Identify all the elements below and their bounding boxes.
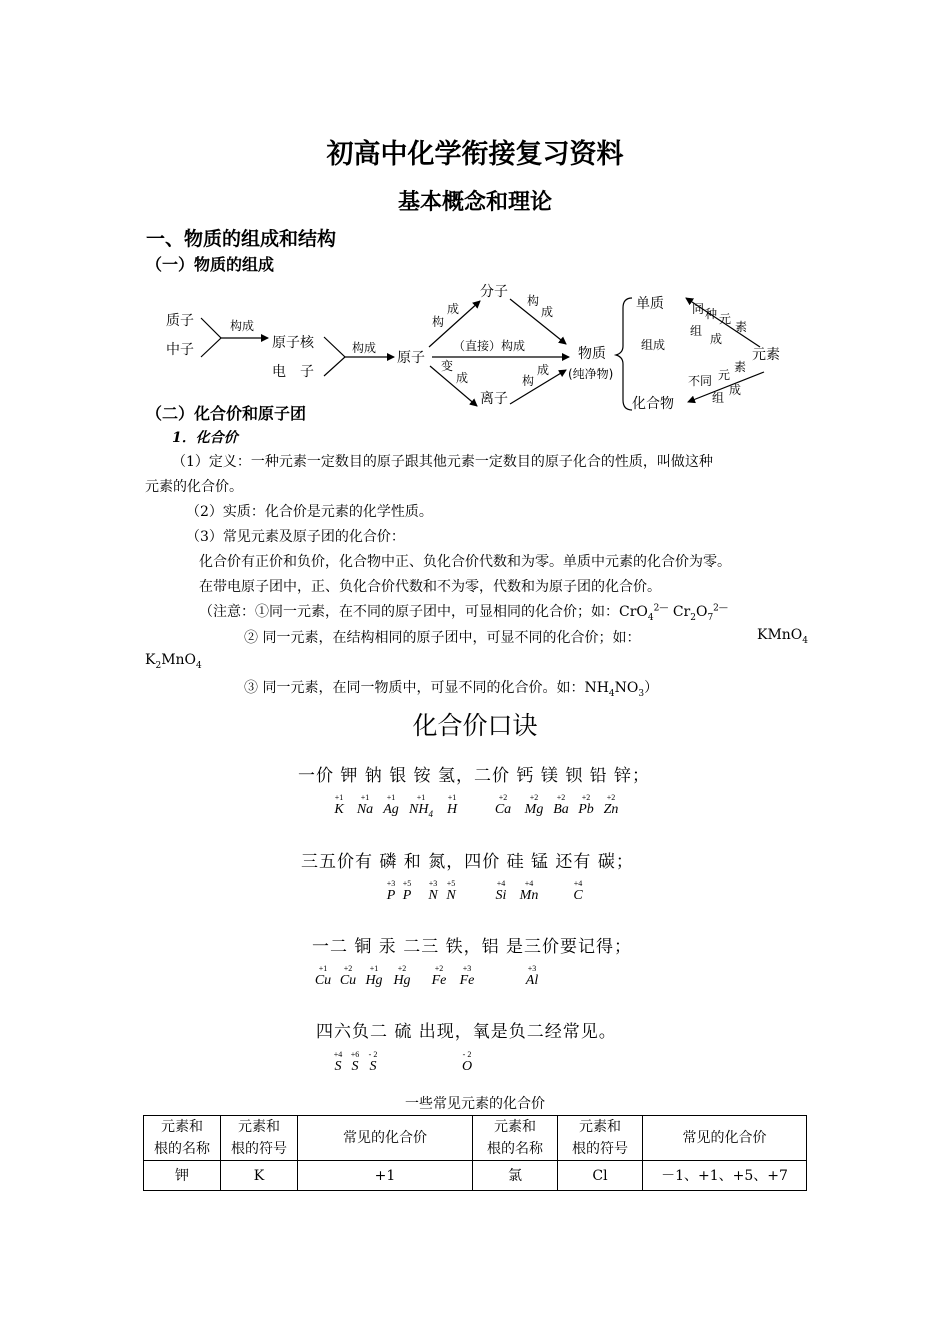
label-zhong: 种 (705, 307, 718, 321)
table-caption: 一些常见元素的化合价 (405, 1096, 545, 1112)
rhyme-line-4: 四六负二 硫 出现，氧是负二经常见。 (316, 1022, 617, 1042)
valence-symbol (454, 1050, 480, 1074)
valence-number: +2 (556, 793, 566, 802)
element-symbol: P (402, 888, 412, 903)
subsection-valence: （二）化合价和原子团 (146, 404, 307, 423)
valence-number: +1 (318, 964, 328, 973)
valence-table (143, 1115, 807, 1191)
definition-line-2: 元素的化合价。 (145, 479, 243, 495)
nucleus-label: 原子核 (272, 335, 314, 351)
subsection-composition: （一）物质的组成 (146, 255, 275, 274)
valence-number: +4 (524, 879, 534, 888)
header-valence-1: 常见的化合价 (298, 1116, 473, 1161)
definition-line-1: （1）定义：一种元素一定数目的原子跟其他元素一定数目的原子化合的性质，叫做这种 (172, 454, 713, 470)
element-symbol: Ca (494, 802, 512, 817)
valence-number: +2 (606, 793, 616, 802)
valence-number: +4 (496, 879, 506, 888)
header-symbol-1: 元素和 根的符号 (221, 1116, 298, 1161)
valence-number: +6 (350, 1050, 360, 1059)
header-name-1: 元素和 根的名称 (144, 1116, 221, 1161)
common-valence-line: （3）常见元素及原子团的化合价： (186, 529, 405, 545)
arrow-label-direct: （直接）构成 (453, 339, 526, 353)
valence-number: +1 (369, 964, 379, 973)
cell-valence-2: －1、+1、+5、+7 (643, 1161, 807, 1191)
essence-line: （2）实质：化合价是元素的化学性质。 (186, 504, 433, 520)
valence-number: +1 (386, 793, 396, 802)
proton-label: 质子 (166, 313, 194, 329)
arrow-label-goucheng-1: 构成 (230, 319, 255, 333)
rhyme-title: 化合价口诀 (412, 711, 538, 740)
valence-number: +2 (529, 793, 539, 802)
valence-number: +2 (434, 964, 444, 973)
valence-number: +2 (498, 793, 508, 802)
section-heading-1: 一、物质的组成和结构 (146, 228, 337, 250)
valence-symbol (361, 964, 387, 988)
valence-symbol (389, 964, 415, 988)
note-3-text: ③ 同一元素，在同一物质中，可显不同的化合价。如： (244, 680, 585, 696)
element-symbol: S (369, 1059, 377, 1074)
element-symbol: Na (356, 802, 374, 817)
atom-label: 原子 (397, 350, 425, 366)
valence-symbol (310, 964, 336, 988)
note-2-text: ② 同一元素，在结构相同的原子团中，可显不同的化合价；如： (244, 630, 641, 646)
label-tong: 同 (692, 302, 705, 316)
rule-line-1: 化合价有正价和负价，化合物中正、负化合价代数和为零。单质中元素的化合价为零。 (199, 554, 731, 570)
valence-symbol (519, 964, 545, 988)
valence-number: +5 (402, 879, 412, 888)
rhyme-line-3: 一二 铜 汞 二三 铁，铝 是三价要记得； (312, 937, 633, 957)
valence-symbol (394, 879, 420, 903)
valence-symbol (490, 793, 516, 817)
element-symbol: Hg (393, 973, 411, 988)
valence-symbol (516, 879, 542, 903)
formula-nh4no3: $NH_4NO_3$ (584, 680, 645, 699)
valence-number: +4 (333, 1050, 343, 1059)
cell-name-1: 钾 (144, 1161, 221, 1191)
element-symbol: Si (495, 888, 507, 903)
arrow-label-zucheng: 组成 (641, 338, 666, 352)
valence-number: +3 (386, 879, 396, 888)
valence-number: +1 (416, 793, 426, 802)
valence-number: - 2 (368, 1050, 378, 1059)
valence-symbol (378, 793, 404, 817)
note-line-3: ③ 同一元素，在同一物质中，可显不同的化合价。如：$NH_4NO_3$） (244, 680, 659, 699)
valence-symbol (326, 793, 352, 817)
label-su-2: 素 (734, 360, 747, 374)
valence-number: +1 (360, 793, 370, 802)
element-symbol: Al (525, 973, 539, 988)
element-symbol: P (386, 888, 396, 903)
element-symbol: H (446, 802, 458, 817)
element-symbol: O (461, 1059, 473, 1074)
valence-symbol (548, 793, 574, 817)
valence-symbol (408, 793, 434, 822)
valence-symbol (438, 879, 464, 903)
neutron-label: 中子 (166, 342, 194, 358)
header-valence-2: 常见的化合价 (643, 1116, 807, 1161)
element-symbol: Mn (519, 888, 539, 903)
valence-symbol (454, 964, 480, 988)
valence-number: +3 (527, 964, 537, 973)
label-su-1: 素 (735, 320, 748, 334)
element-symbol: C (573, 888, 583, 903)
formula-k2mno4: $K_2MnO_4$ (145, 652, 202, 671)
item-valence-heading: 1．化合价 (172, 430, 238, 446)
arrow-label-cheng-1: 成 (447, 302, 460, 316)
arrow-label-bian: 变 (441, 359, 454, 373)
header-name-2: 元素和 根的名称 (473, 1116, 558, 1161)
simple-substance-label: 单质 (636, 296, 664, 312)
valence-number: +2 (581, 793, 591, 802)
cell-symbol-1: K (221, 1161, 298, 1191)
valence-symbol (573, 793, 599, 817)
arrow-label-goucheng-2: 构成 (352, 341, 377, 355)
label-cheng-6: 成 (729, 383, 742, 397)
valence-symbol (426, 964, 452, 988)
page-title: 初高中化学衔接复习资料 (326, 139, 624, 170)
valence-symbol (598, 793, 624, 817)
label-cheng-5: 成 (710, 332, 723, 346)
valence-number: +2 (397, 964, 407, 973)
valence-number: - 2 (462, 1050, 472, 1059)
valence-number: +3 (462, 964, 472, 973)
cell-symbol-2: Cl (558, 1161, 643, 1191)
pure-substance-label: (纯净物) (568, 367, 614, 381)
formula-cr2o7: $Cr_2O_7^{2—}$ (672, 603, 728, 623)
note-line-2 (244, 627, 640, 647)
valence-number: +5 (446, 879, 456, 888)
valence-symbol (565, 879, 591, 903)
table-header-row (144, 1116, 807, 1161)
header-symbol-2: 元素和 根的符号 (558, 1116, 643, 1161)
electron-label: 电 子 (272, 364, 314, 380)
cell-valence-1: +1 (298, 1161, 473, 1191)
element-symbol: Hg (365, 973, 383, 988)
cell-name-2: 氯 (473, 1161, 558, 1191)
rhyme-line-2: 三五价有 磷 和 氮，四价 硅 锰 还有 碳； (301, 852, 634, 872)
table-row (144, 1161, 807, 1191)
element-symbol: N (428, 888, 438, 903)
element-symbol: K (334, 802, 344, 817)
valence-symbol (352, 793, 378, 817)
valence-number: +1 (447, 793, 457, 802)
element-symbol: Cu (339, 973, 357, 988)
composition-diagram (0, 0, 950, 420)
molecule-label: 分子 (480, 284, 508, 300)
valence-number: +1 (334, 793, 344, 802)
element-symbol: Cu (314, 973, 332, 988)
element-symbol: $NH_4$ (409, 802, 433, 819)
valence-symbol (360, 1050, 386, 1074)
formula-cro4: CrO$_4^{2—}$ (619, 603, 669, 623)
note-line-1 (199, 601, 728, 623)
element-symbol: Mg (524, 802, 544, 817)
valence-symbol (488, 879, 514, 903)
arrow-label-cheng-4: 成 (537, 363, 550, 377)
label-yuan-2: 元 (718, 368, 731, 382)
rhyme-line-1: 一价 钾 钠 银 铵 氢，二价 钙 镁 钡 铅 锌； (298, 766, 651, 786)
arrow-label-gou-1: 构 (432, 315, 445, 329)
arrow-label-cheng-2: 成 (541, 305, 554, 319)
formula-kmno4: KMnO$_4$ (757, 627, 809, 646)
compound-label: 化合物 (632, 396, 674, 412)
arrow-label-cheng-3: 成 (456, 371, 469, 385)
page-subtitle: 基本概念和理论 (397, 190, 552, 215)
substance-label: 物质 (578, 346, 606, 362)
label-zu-2: 组 (712, 391, 725, 405)
element-symbol: Ag (383, 802, 399, 817)
element-symbol: S (351, 1059, 359, 1074)
element-symbol: Pb (578, 802, 594, 817)
label-yuan-1: 元 (719, 312, 732, 326)
note-1-text: （注意：①同一元素，在不同的原子团中，可显相同的化合价；如： (199, 604, 619, 620)
ion-label: 离子 (480, 391, 508, 407)
valence-number: +4 (573, 879, 583, 888)
arrow-label-gou-2: 构 (527, 294, 540, 308)
element-label: 元素 (752, 347, 780, 363)
arrow-label-gou-3: 构 (522, 374, 535, 388)
element-symbol: N (446, 888, 456, 903)
label-zu-1: 组 (690, 324, 703, 338)
label-butong: 不同 (688, 374, 713, 388)
valence-symbol (521, 793, 547, 817)
element-symbol: Fe (459, 973, 475, 988)
valence-symbol (335, 964, 361, 988)
element-symbol: Ba (553, 802, 569, 817)
rule-line-2: 在带电原子团中，正、负化合价代数和不为零，代数和为原子团的化合价。 (199, 579, 661, 595)
element-symbol: Fe (431, 973, 447, 988)
valence-number: +2 (343, 964, 353, 973)
valence-number: +3 (428, 879, 438, 888)
element-symbol: S (334, 1059, 342, 1074)
element-symbol: Zn (603, 802, 619, 817)
valence-symbol (439, 793, 465, 817)
